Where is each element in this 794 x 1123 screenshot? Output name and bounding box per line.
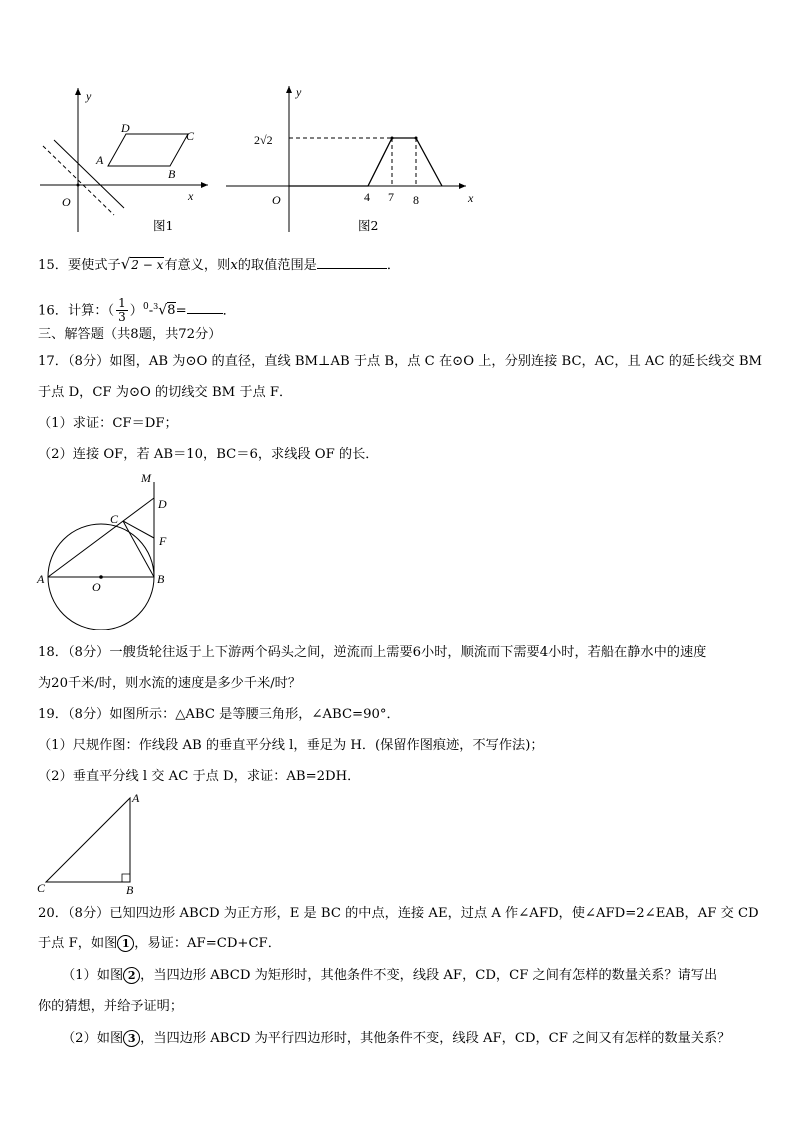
q16-answer-blank[interactable]: [187, 299, 223, 314]
q16-minus: -: [148, 303, 154, 319]
q17-label-c: C: [110, 512, 119, 526]
fig2-y-arrow: [286, 86, 292, 93]
q20-circled-3: 3: [123, 1030, 140, 1047]
fig1-parallelogram: [108, 134, 188, 166]
q17-part2: （2）连接 OF，若 AB＝10，BC＝6，求线段 OF 的长．: [38, 447, 379, 462]
q16-denominator: 3: [118, 310, 126, 325]
question-15: [38, 254, 400, 276]
q20-part2b: ，当四边形 ABCD 为平行四边形时，其他条件不变，线段 AF，CD，CF 之间又有怎样的数量关系？: [140, 1031, 731, 1046]
q19-triangle: [46, 798, 130, 882]
figure-2: [222, 82, 482, 242]
fig2-label-o: O: [272, 193, 281, 207]
fig2-x-tick-7: 7: [388, 190, 394, 204]
q17-center-dot: [99, 575, 103, 579]
fig2-label-y: y: [296, 85, 302, 99]
q15-middle: 有意义，则: [164, 258, 231, 273]
q20-line1: 20．（8分）已知四边形 ABCD 为正方形，E 是 BC 的中点，连接 AE，过点 A 作∠AFD，使∠AFD=2∠EAB，AF 交 CD: [38, 906, 759, 921]
q17-label-o: O: [92, 580, 101, 594]
fig2-graph: [289, 138, 442, 186]
fig1-caption: 图1: [153, 218, 174, 233]
q18-line2: 为20千米/时，则水流的速度是多少千米/时？: [38, 676, 302, 691]
q16-prefix: 16．计算：（: [38, 303, 115, 319]
fig2-x-tick-8: 8: [413, 193, 419, 207]
q16-exponent: 0: [142, 302, 149, 312]
fig2-label-x: x: [468, 191, 474, 205]
q17-part1: （1）求证：CF＝DF；: [38, 416, 178, 431]
q19-label-c: C: [37, 881, 46, 895]
q20-part1: [62, 966, 717, 986]
fig2-y-tick: 2√2: [254, 133, 273, 147]
q15-answer-blank[interactable]: [317, 254, 387, 269]
q20-line2a: 于点 F，如图: [38, 936, 118, 951]
q18-line1: 18．（8分）一艘货轮往返于上下游两个码头之间，逆流而上需要6小时，顺流而下需要4小时，若船在静水中的速度: [38, 645, 707, 660]
fig1-label-y: y: [86, 89, 92, 103]
q17-label-b: B: [157, 572, 165, 586]
q20-part1-cont: 你的猜想，并给予证明；: [38, 999, 184, 1014]
q16-fraction: [116, 297, 128, 324]
q17-label-a: A: [37, 572, 45, 586]
fig1-label-c: C: [186, 129, 195, 143]
q15-end: ．: [386, 258, 401, 273]
q16-numerator: 1: [118, 296, 126, 311]
q16-eq: =: [175, 303, 187, 319]
fig2-x-tick-4: 4: [364, 190, 370, 204]
q19-label-a: A: [132, 791, 140, 805]
q17-line2: 于点 D，CF 为⊙O 的切线交 BM 于点 F．: [38, 385, 293, 400]
fig1-label-x: x: [188, 189, 194, 203]
fig2-x-arrow: [459, 183, 466, 189]
figure-1: [38, 82, 218, 242]
fig1-label-b: B: [168, 167, 176, 181]
q17-label-f: F: [159, 534, 167, 548]
question-16: 16．计算：（ $\frac{1}{3}$ ）$^0$-$^3$√8= ．: [38, 296, 236, 325]
q16-root-index: 3: [153, 302, 159, 311]
q17-line-ad: [48, 498, 154, 577]
q19-line1: 19．（8分）如图所示：△ABC 是等腰三角形，∠ABC=90°．: [38, 707, 400, 722]
q19-right-angle-mark: [122, 874, 130, 882]
q20-line2: [38, 934, 281, 954]
q17-label-m: M: [141, 471, 151, 485]
q19-part2: （2）垂直平分线 l 交 AC 于点 D，求证：AB=2DH．: [38, 769, 361, 784]
q15-sqrt: √2 − x: [120, 255, 164, 273]
q20-part2: [62, 1029, 730, 1049]
q15-var: x: [230, 258, 238, 273]
fig1-label-o: O: [62, 195, 71, 209]
q20-part1a: （1）如图: [62, 968, 124, 983]
fig2-caption: 图2: [358, 218, 379, 233]
q15-suffix: 的取值范围是: [237, 258, 317, 273]
fig2-point-8: [415, 137, 418, 140]
q17-label-d: D: [158, 497, 167, 511]
q20-part1b: ，当四边形 ABCD 为矩形时，其他条件不变，线段 AF，CD，CF 之间有怎样的数量关系？请写出: [140, 968, 718, 983]
q19-part1: （1）尺规作图：作线段 AB 的垂直平分线 l，垂足为 H．(保留作图痕迹，不写作法)；: [38, 738, 544, 753]
section-3-heading: 三、解答题（共8题，共72分）: [38, 327, 222, 342]
q20-circled-1: 1: [117, 935, 134, 952]
q17-line1: 17．（8分）如图，AB 为⊙O 的直径，直线 BM⊥AB 于点 B，点 C 在⊙O 上，分别连接 BC，AC，且 AC 的延长线交 BM: [38, 354, 763, 369]
fig1-label-d: D: [121, 121, 130, 135]
fig1-label-a: A: [96, 153, 104, 167]
q16-end: ．: [222, 303, 236, 319]
q19-label-b: B: [126, 883, 134, 897]
q15-prefix: 15．要使式子: [38, 258, 121, 273]
q16-radicand: 8: [167, 303, 176, 319]
q16-close: ）: [129, 303, 143, 319]
fig1-origin-dot: [77, 184, 80, 187]
q17-figure: [34, 470, 184, 630]
q19-figure: [34, 790, 154, 900]
q20-part2a: （2）如图: [62, 1031, 124, 1046]
fig1-y-arrow: [75, 88, 81, 95]
q15-radicand: 2 − x: [131, 258, 164, 272]
q20-circled-2: 2: [123, 967, 140, 984]
fig1-x-arrow: [201, 182, 208, 188]
q20-line2b: ，易证：AF=CD+CF．: [134, 936, 281, 951]
fig2-point-7: [391, 137, 394, 140]
